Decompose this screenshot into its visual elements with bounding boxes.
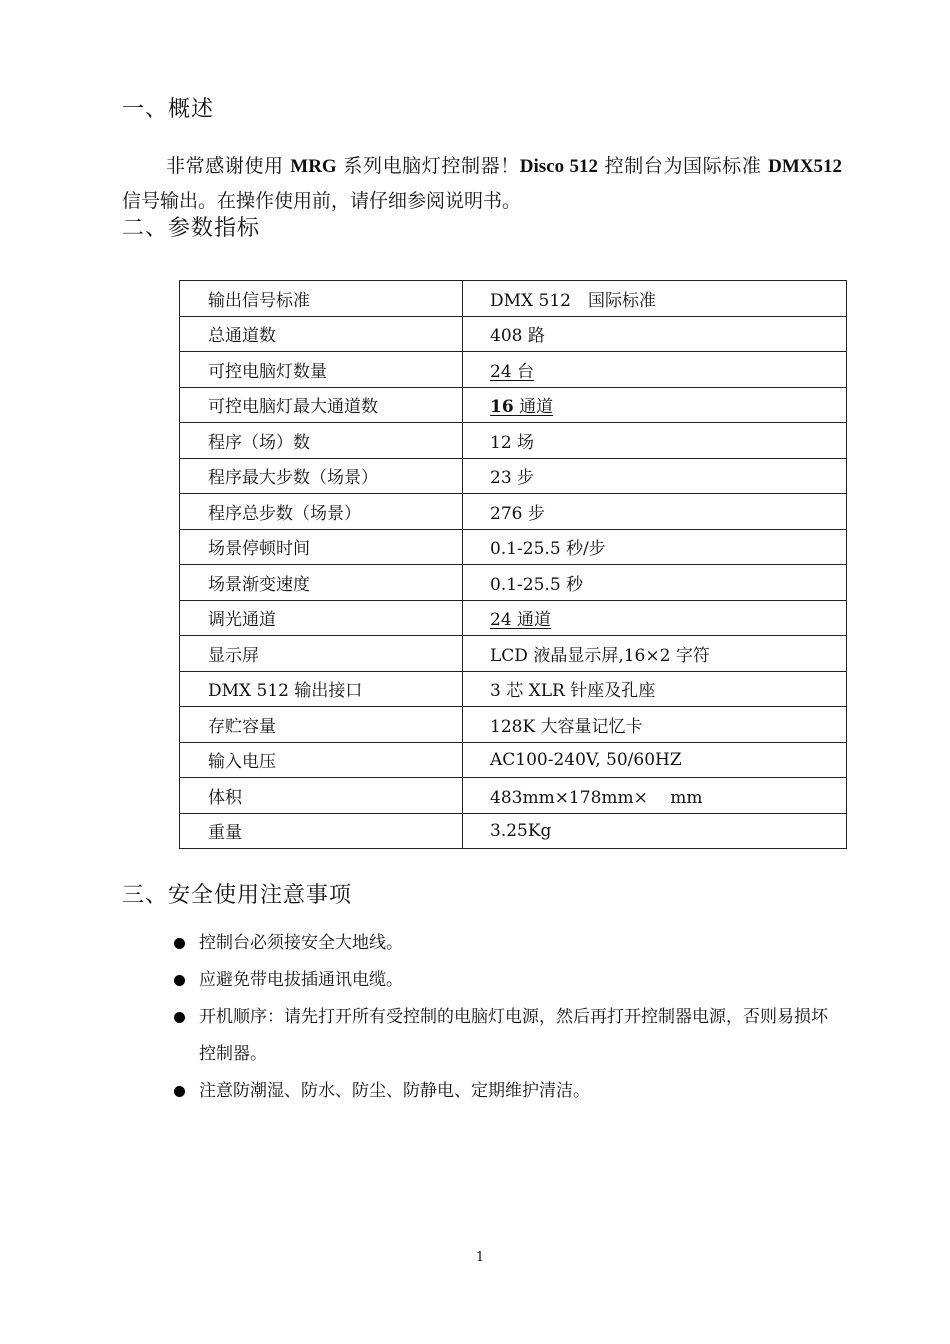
param-value: 23 步 [463, 458, 847, 494]
table-row [180, 813, 847, 849]
page-number: 1 [475, 1250, 485, 1265]
param-key: 体积 [180, 778, 463, 814]
param-value: 24 台 [463, 352, 847, 388]
param-value: AC100-240V, 50/60HZ [463, 742, 847, 778]
param-value: 3.25Kg [463, 813, 847, 849]
param-value: 0.1-25.5 秒 [463, 565, 847, 601]
table-row [180, 352, 847, 388]
table-row [180, 778, 847, 814]
param-key: 场景渐变速度 [180, 565, 463, 601]
section-heading-overview: 一、概述 [122, 97, 215, 122]
param-key: 程序（场）数 [180, 423, 463, 459]
param-key: 总通道数 [180, 316, 463, 352]
list-item: 应避免带电拔插通讯电缆。 [173, 962, 843, 999]
table-row [180, 423, 847, 459]
param-key: 程序最大步数（场景） [180, 458, 463, 494]
param-value: 408 路 [463, 316, 847, 352]
param-value: DMX 512 国际标准 [463, 281, 847, 317]
list-item: 控制台必须接安全大地线。 [173, 925, 843, 962]
table-row [180, 387, 847, 423]
params-table [179, 280, 847, 849]
param-value: 276 步 [463, 494, 847, 530]
param-key: 可控电脑灯数量 [180, 352, 463, 388]
param-value: 128K 大容量记忆卡 [463, 707, 847, 743]
table-row [180, 600, 847, 636]
table-row [180, 636, 847, 672]
param-key: 可控电脑灯最大通道数 [180, 387, 463, 423]
param-key: 调光通道 [180, 600, 463, 636]
table-row [180, 529, 847, 565]
bullet-icon [174, 1086, 185, 1097]
param-value: 483mm×178mm× mm [463, 778, 847, 814]
list-item: 注意防潮湿、防水、防尘、防静电、定期维护清洁。 [173, 1073, 843, 1110]
intro-paragraph: 非常感谢使用 MRG 系列电脑灯控制器！Disco 512 控制台为国际标准 DMX512 信号输出。在操作使用前，请仔细参阅说明书。 [122, 155, 842, 212]
param-value: 3 芯 XLR 针座及孔座 [463, 671, 847, 707]
list-item: 开机顺序：请先打开所有受控制的电脑灯电源，然后再打开控制器电源，否则易损坏控制器。 [173, 999, 843, 1073]
param-key: 存贮容量 [180, 707, 463, 743]
param-key: 输出信号标准 [180, 281, 463, 317]
param-value: 24 通道 [463, 600, 847, 636]
param-key: 程序总步数（场景） [180, 494, 463, 530]
table-row [180, 565, 847, 601]
table-row [180, 281, 847, 317]
param-key: 输入电压 [180, 742, 463, 778]
param-key: 重量 [180, 813, 463, 849]
param-value: 12 场 [463, 423, 847, 459]
bullet-icon [174, 975, 185, 986]
safety-notes-list [173, 925, 843, 1110]
table-row [180, 707, 847, 743]
table-row [180, 742, 847, 778]
table-row [180, 494, 847, 530]
param-key: 显示屏 [180, 636, 463, 672]
table-row [180, 316, 847, 352]
bullet-icon [174, 938, 185, 949]
param-value: 16 通道 [463, 387, 847, 423]
table-row [180, 671, 847, 707]
param-key: 场景停顿时间 [180, 529, 463, 565]
section-heading-params: 二、参数指标 [122, 216, 261, 241]
param-value: 0.1-25.5 秒/步 [463, 529, 847, 565]
param-key: DMX 512 输出接口 [180, 671, 463, 707]
section-heading-safety: 三、安全使用注意事项 [122, 883, 353, 908]
bullet-icon [174, 1012, 185, 1023]
table-row [180, 458, 847, 494]
param-value: LCD 液晶显示屏,16×2 字符 [463, 636, 847, 672]
